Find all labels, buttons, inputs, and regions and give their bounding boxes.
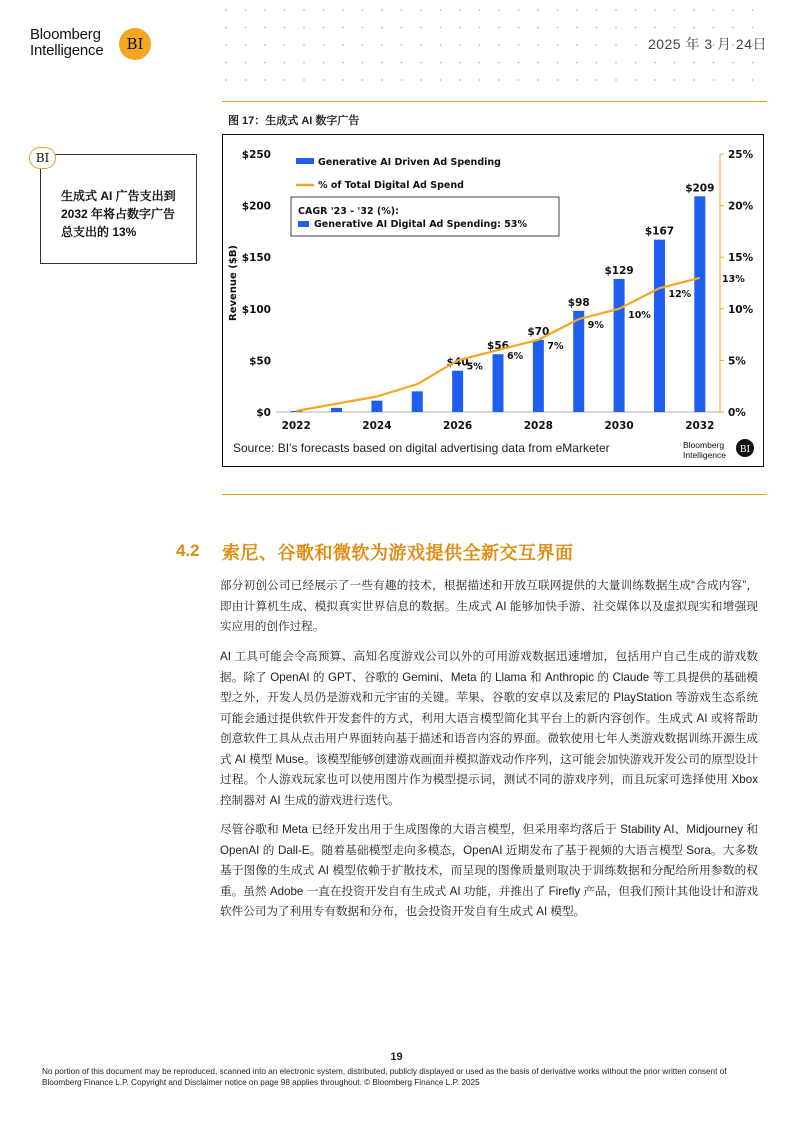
header-dot — [459, 79, 461, 81]
paragraph-2: AI 工具可能会令高预算、高知名度游戏公司以外的可用游戏数据迅速增加，包括用户自己生成的游戏数据。除了 OpenAI 的 GPT、谷歌的 Gemini、Meta 的 Llama 和 Anthropic 的 Claude 等工具提供的基础模型之外，开发人员仍是游戏和元宇宙的关键。苹果、谷歌的安卓以及索尼的 PlayStation 等游戏生态系统可能会通过提供软件开发套件的方式，利用大语言模型简化其平台上的新内容创作。生成式 AI 或将帮助创意软件工具从点击用户界面转向基于描述和语音内容的界面。微软使用七年人类游戏数据训练开源生成式 AI 模型 Muse。该模型能够创建游戏画面并模拟游戏动作序列，这可能会加快游戏开发公司的原型设计过程。个人游戏玩家也可以使用图片作为模型提示词，测试不同的游戏序列，而且玩家可选择使用 Xbox 控制器对 AI 生成的游戏进行迭代。 — [220, 650, 758, 807]
header-dot — [557, 62, 559, 64]
report-date: 2025 年 3 月 24日 — [647, 36, 767, 52]
header-dot — [323, 27, 325, 29]
brand-logo — [30, 27, 104, 59]
x-tick-label: 2030 — [604, 420, 634, 432]
bar-2023 — [331, 408, 342, 412]
header-dot — [596, 62, 598, 64]
line-value-label: 6% — [507, 351, 524, 363]
header-dot — [342, 27, 344, 29]
y-tick-label: $200 — [241, 200, 271, 213]
header-dot — [245, 62, 247, 64]
legal-disclaimer: No portion of this document may be reproduced, scanned into an electronic system, distributed, publicly displayed or used as the basis of derivative works without the prior written consent of Bloomberg Finance L.P. Copyright and Disclaimer notice on page 98 applies throughout. © Bloomberg Finance L.P. 2025 — [42, 1067, 727, 1087]
header-dot — [420, 79, 422, 81]
header-dot — [635, 79, 637, 81]
header-dot — [479, 27, 481, 29]
header-dot — [752, 79, 754, 81]
header-dot — [635, 44, 637, 46]
header-dot — [654, 9, 656, 11]
header-dot — [284, 27, 286, 29]
header-dot — [537, 9, 539, 11]
header-dot — [381, 9, 383, 11]
header-dot — [732, 9, 734, 11]
header-dot — [713, 79, 715, 81]
header-dot — [654, 79, 656, 81]
header-dot — [635, 9, 637, 11]
x-tick-label: 2024 — [362, 420, 392, 432]
header-dot — [284, 9, 286, 11]
chart-logo-badge-text: BI — [739, 445, 751, 455]
x-tick-label: 2028 — [523, 420, 553, 432]
header-dot — [498, 9, 500, 11]
header-dot — [596, 9, 598, 11]
header-dot — [752, 27, 754, 29]
header-dot — [401, 9, 403, 11]
header-dot — [303, 9, 305, 11]
header-dot — [713, 62, 715, 64]
header-dot — [420, 44, 422, 46]
header-dot — [654, 62, 656, 64]
header-dot — [518, 9, 520, 11]
section-number: 4.2 — [176, 541, 200, 560]
bar-2027 — [493, 354, 504, 412]
top-divider — [222, 101, 767, 102]
header-dot — [420, 27, 422, 29]
chart-logo-line-2: Intelligence — [683, 450, 727, 460]
header-dot — [615, 79, 617, 81]
header-dot — [323, 79, 325, 81]
y2-tick-label: 25% — [728, 149, 754, 161]
header-dot — [498, 62, 500, 64]
page-number: 19 — [390, 1051, 403, 1063]
y-tick-label: $0 — [256, 407, 271, 419]
header-dot — [225, 44, 227, 46]
mid-divider — [222, 494, 767, 495]
header-dot — [518, 62, 520, 64]
header-dot — [225, 79, 227, 81]
header-dot — [674, 79, 676, 81]
bar-2024 — [371, 401, 382, 412]
cagr-title: CAGR '23 - '32 (%): — [298, 206, 399, 217]
header-dot — [635, 27, 637, 29]
paragraph-3: 尽管谷歌和 Meta 已经开发出用于生成图像的大语言模型，但采用率均落后于 Stability AI、Midjourney 和 OpenAI 的 Dall-E。随着基础模型走向多模态，OpenAI 近期发布了基于视频的大语言模型 Sora。大多数基于图像的生成式 AI 模型依赖于扩散技术，而呈现的图像质量则取决于训练数据和分配给所用参数的权重。虽然 Adobe 一直在投资开发自有生成式 AI 功能，并推出了 Firefly 产品，但我们预计其他设计和游戏软件公司为了利用专有数据和分布，也会投资开发自有生成式 AI 模型。 — [220, 823, 758, 918]
bar-2031 — [654, 240, 665, 412]
header-dot — [342, 79, 344, 81]
chart-frame — [222, 134, 764, 467]
header-dot — [245, 79, 247, 81]
header-dot — [557, 44, 559, 46]
y2-tick-label: 0% — [728, 407, 746, 419]
header-dot — [713, 27, 715, 29]
bar-value-label: $40 — [446, 356, 469, 369]
header-dot — [518, 79, 520, 81]
header-dot — [264, 9, 266, 11]
bar-2029 — [573, 311, 584, 412]
header-dot — [303, 27, 305, 29]
header-dot — [518, 27, 520, 29]
header-dot — [362, 79, 364, 81]
header-dot — [459, 62, 461, 64]
x-tick-label: 2032 — [685, 420, 715, 432]
header-dot — [537, 27, 539, 29]
bar-value-label: $167 — [644, 225, 675, 238]
bar-2030 — [614, 279, 625, 412]
header-dot — [732, 79, 734, 81]
header-dot — [381, 79, 383, 81]
bar-value-label: $98 — [567, 296, 590, 309]
y2-tick-label: 10% — [728, 303, 754, 316]
header-dot — [557, 79, 559, 81]
header-dot — [362, 62, 364, 64]
header-dot — [264, 79, 266, 81]
header-dot — [303, 62, 305, 64]
header-dot — [693, 27, 695, 29]
header-dot — [498, 27, 500, 29]
header-dot — [459, 27, 461, 29]
header-dot — [635, 62, 637, 64]
header-dot — [557, 27, 559, 29]
header-dot — [674, 62, 676, 64]
header-dot — [420, 9, 422, 11]
header-dot — [362, 44, 364, 46]
chart-logo-line-1: Bloomberg — [683, 440, 725, 450]
header-dot — [440, 44, 442, 46]
header-dot — [440, 9, 442, 11]
header-dot — [732, 27, 734, 29]
header-dot — [752, 62, 754, 64]
bar-2025 — [412, 391, 423, 412]
bar-2032 — [694, 196, 705, 412]
brand-badge-icon: BI — [119, 28, 151, 60]
header-dot — [615, 62, 617, 64]
header-dot — [323, 9, 325, 11]
header-dot — [303, 79, 305, 81]
line-value-label: 10% — [628, 309, 651, 321]
y-tick-label: $250 — [241, 149, 271, 161]
legend-bar-label: Generative AI Driven Ad Spending — [318, 157, 501, 168]
header-dot — [596, 79, 598, 81]
header-dot — [693, 62, 695, 64]
header-dot — [615, 44, 617, 46]
header-dot — [596, 44, 598, 46]
header-dot — [615, 9, 617, 11]
header-dot — [459, 44, 461, 46]
header-dot — [537, 79, 539, 81]
header-dot — [498, 44, 500, 46]
header-dot — [576, 79, 578, 81]
y-tick-label: $50 — [249, 355, 271, 368]
header-dot — [498, 79, 500, 81]
header-dot — [693, 9, 695, 11]
header-dot — [245, 27, 247, 29]
header-dot — [264, 44, 266, 46]
header-dot — [479, 79, 481, 81]
header-dot — [342, 9, 344, 11]
header-dot — [713, 9, 715, 11]
header-dot — [401, 44, 403, 46]
header-dot — [245, 44, 247, 46]
header-dot — [284, 79, 286, 81]
header-dot — [362, 27, 364, 29]
header-dot — [362, 9, 364, 11]
header-dot — [576, 62, 578, 64]
header-dot — [518, 44, 520, 46]
header-dot — [576, 27, 578, 29]
header-dot — [401, 79, 403, 81]
header-dot — [440, 79, 442, 81]
header-dot — [381, 27, 383, 29]
y-axis-title: Revenue ($B) — [228, 244, 239, 322]
header-dot — [284, 44, 286, 46]
cagr-value: Generative AI Digital Ad Spending: 53% — [314, 219, 527, 230]
bar-value-label: $70 — [527, 325, 550, 338]
header-dot — [284, 62, 286, 64]
header-dot — [420, 62, 422, 64]
header-dot — [654, 27, 656, 29]
header-dot — [479, 9, 481, 11]
cagr-swatch — [298, 221, 309, 227]
line-value-label: 12% — [668, 289, 692, 301]
bar-2026 — [452, 371, 463, 412]
line-value-label: 7% — [547, 340, 564, 352]
line-value-label: 9% — [587, 320, 604, 332]
paragraph-1: 部分初创公司已经展示了一些有趣的技术，根据描述和开放互联网提供的大量训练数据生成“合成内容”，即由计算机生成、模拟真实世界信息的数据。生成式 AI 能够加快手游、社交媒体以及虚拟现实和增强现实应用的创作过程。 — [220, 579, 758, 633]
header-dot — [264, 62, 266, 64]
header-dot — [381, 62, 383, 64]
x-tick-label: 2026 — [443, 420, 473, 432]
legend-line-label: % of Total Digital Ad Spend — [318, 180, 464, 191]
brand-line-1: Bloomberg — [30, 26, 101, 43]
bar-value-label: $209 — [685, 182, 715, 195]
line-value-label: 13% — [722, 273, 745, 285]
header-dot — [225, 62, 227, 64]
brand-line-2: Intelligence — [30, 42, 104, 59]
header-dot — [576, 9, 578, 11]
header-dot — [303, 44, 305, 46]
y2-tick-label: 5% — [728, 355, 746, 368]
header-dot — [225, 27, 227, 29]
header-dot — [537, 44, 539, 46]
bar-value-label: $56 — [487, 340, 509, 353]
bar-value-label: $129 — [604, 264, 634, 277]
header-dot — [401, 27, 403, 29]
header-dot — [323, 62, 325, 64]
header-dot — [342, 62, 344, 64]
header-dot — [576, 44, 578, 46]
header-dot — [440, 62, 442, 64]
header-dot — [596, 27, 598, 29]
header-dot — [459, 9, 461, 11]
header-dot — [323, 44, 325, 46]
header-dot — [225, 9, 227, 11]
y2-tick-label: 15% — [728, 252, 754, 265]
header-dot — [615, 27, 617, 29]
header-dot — [674, 9, 676, 11]
sidebar-badge-icon: BI — [29, 147, 56, 169]
section-title: 索尼、谷歌和微软为游戏提供全新交互界面 — [222, 543, 574, 563]
y2-tick-label: 20% — [728, 200, 754, 213]
header-dot — [557, 9, 559, 11]
header-dot — [732, 62, 734, 64]
header-dot — [401, 62, 403, 64]
chart-source: Source: BI’s forecasts based on digital advertising data from eMarketer — [233, 441, 610, 455]
header-dot — [342, 44, 344, 46]
header-dot — [264, 27, 266, 29]
y-tick-label: $100 — [241, 303, 271, 316]
chart-svg — [223, 135, 763, 466]
header-dot — [752, 9, 754, 11]
line-value-label: 5% — [466, 361, 483, 373]
header-dot — [537, 62, 539, 64]
y-tick-label: $150 — [241, 252, 271, 265]
header-dot — [245, 9, 247, 11]
sidebar-callout — [40, 154, 197, 264]
header-dot — [479, 44, 481, 46]
header-dot — [693, 79, 695, 81]
x-tick-label: 2022 — [281, 420, 311, 432]
bar-2028 — [533, 340, 544, 412]
header-dot — [440, 27, 442, 29]
header-dot — [381, 44, 383, 46]
figure-title: 图 17：生成式 AI 数字广告 — [228, 115, 360, 127]
header-dot — [479, 62, 481, 64]
sidebar-callout-text: 生成式 AI 广告支出到 2032 年将占数字广告总支出的 13% — [61, 189, 176, 239]
header-dot — [674, 27, 676, 29]
legend-bar-swatch — [296, 158, 314, 164]
